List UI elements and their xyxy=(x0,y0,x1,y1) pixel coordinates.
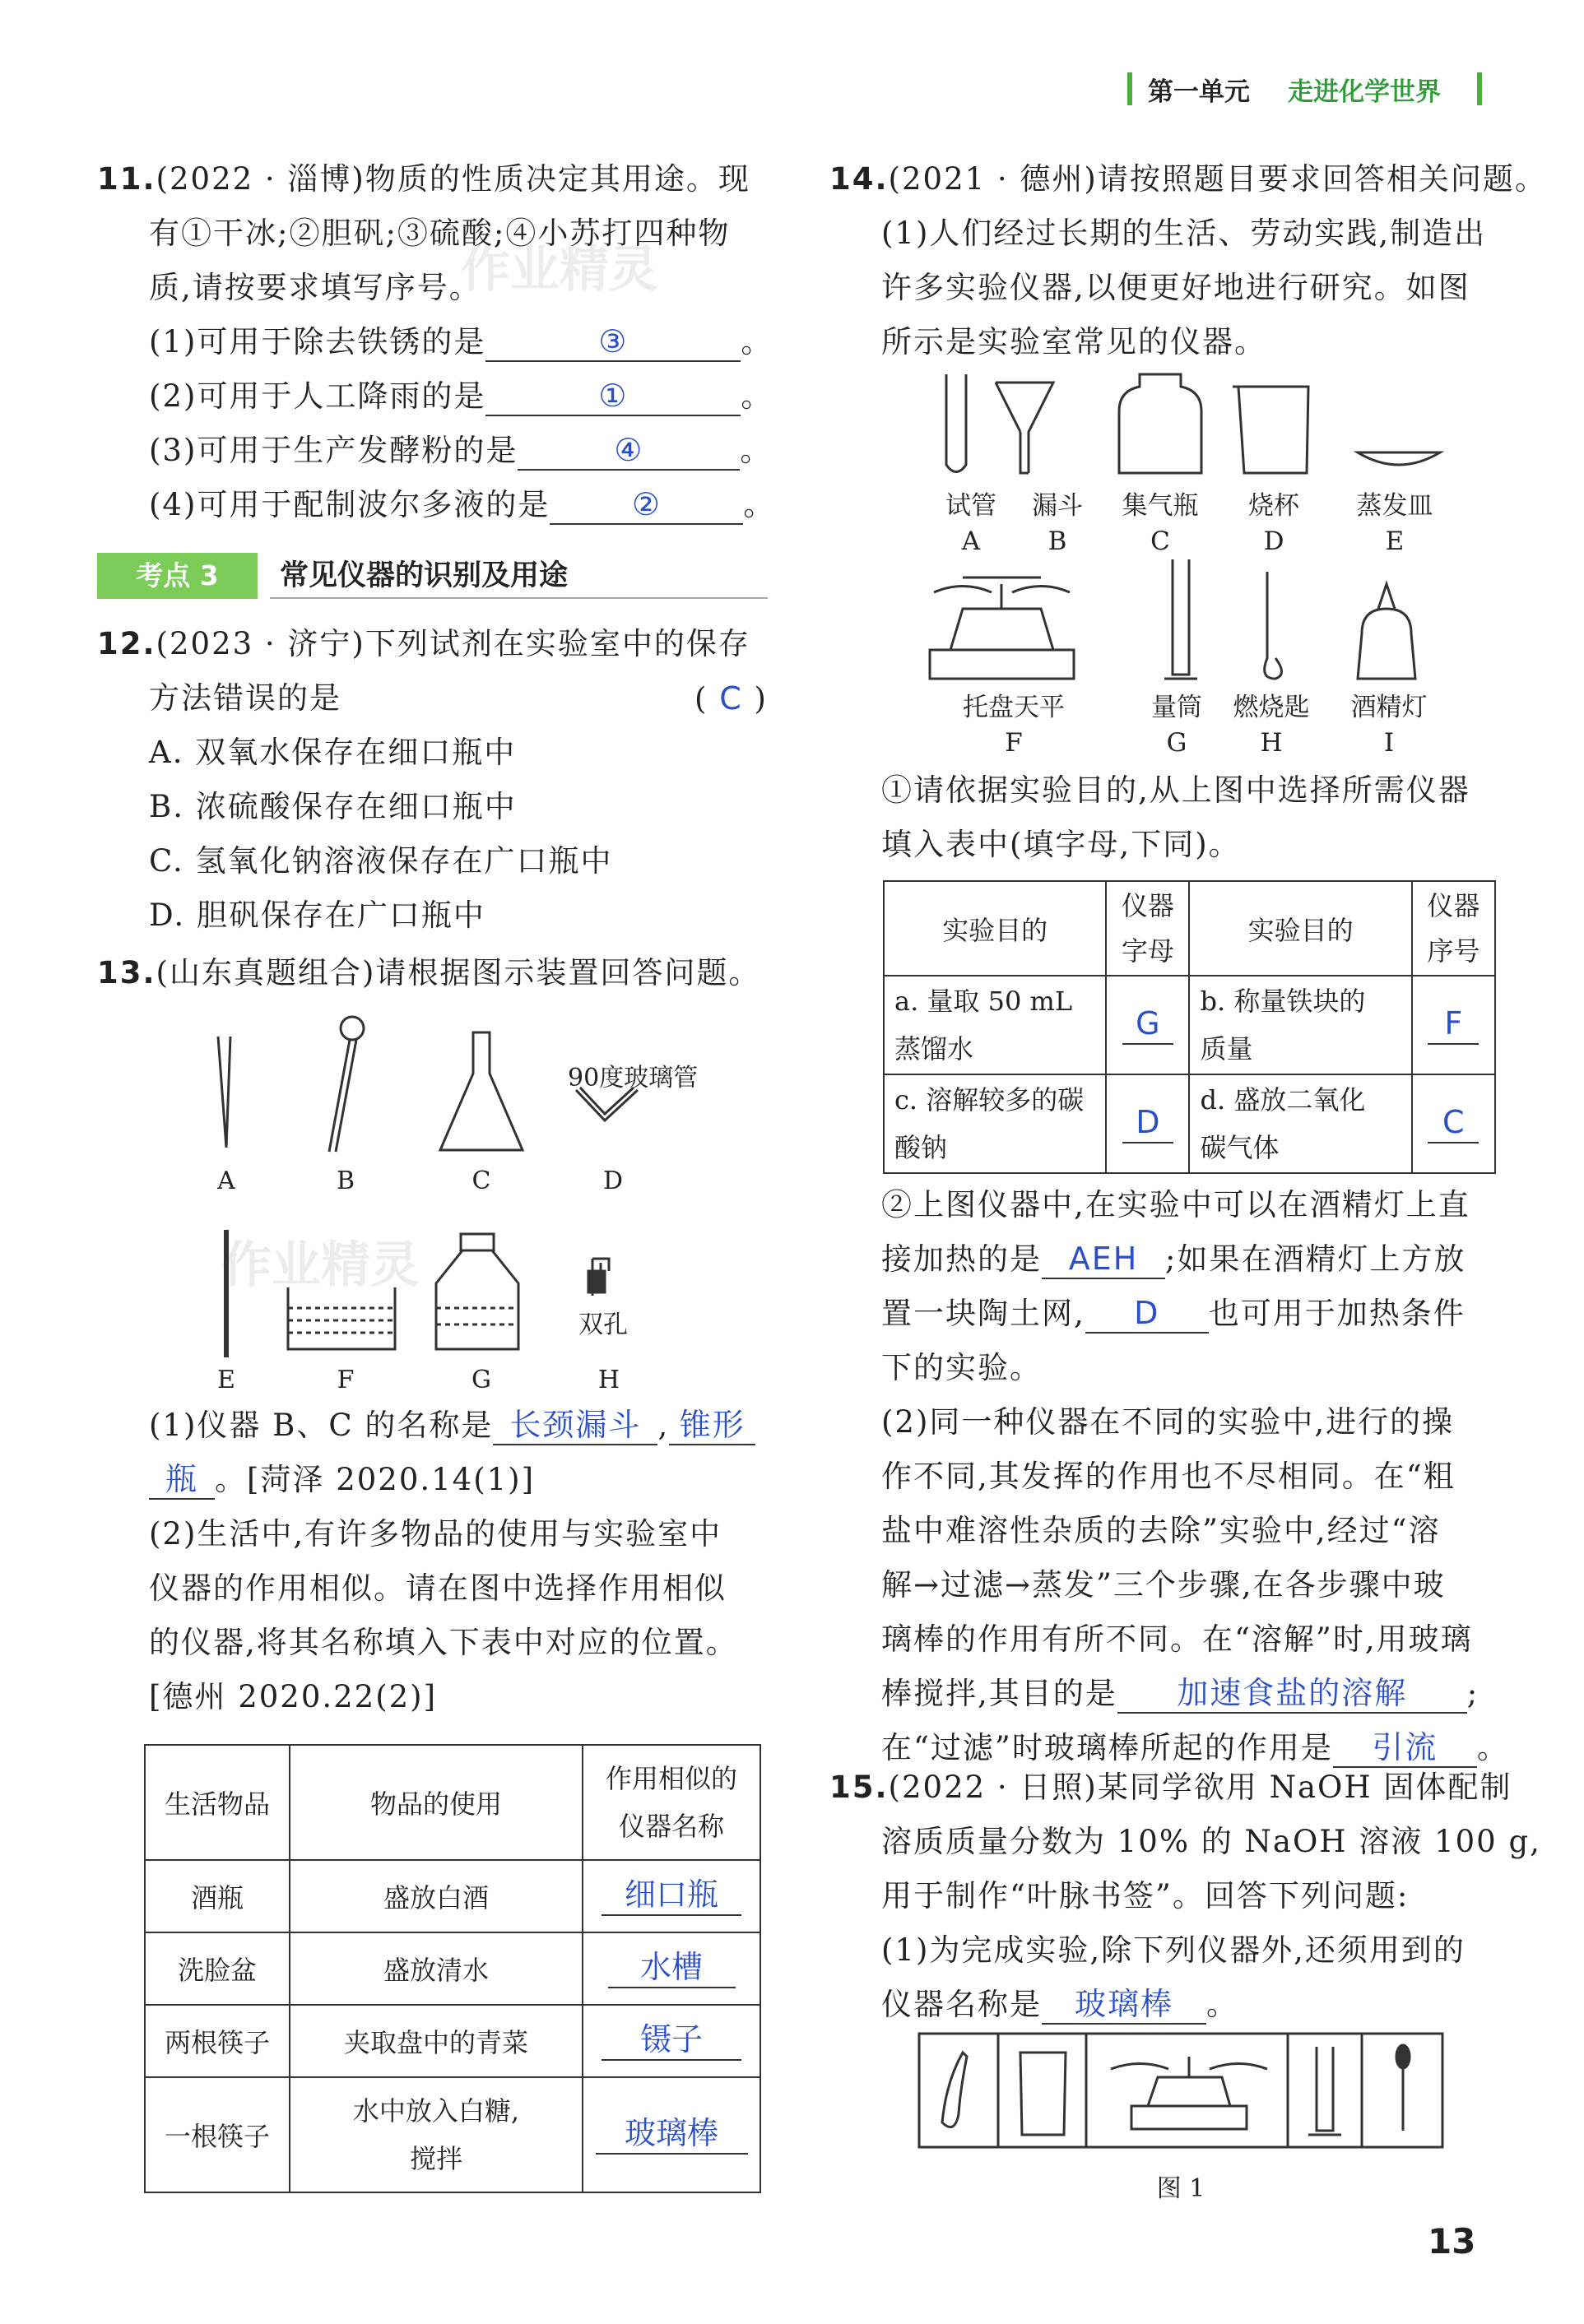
q14-answer-dissolve[interactable]: 加速食盐的溶解 xyxy=(1177,1675,1408,1711)
section-header xyxy=(97,553,768,599)
q14-para: 许多实验仪器,以便更好地进行研究。如图 xyxy=(881,270,1470,305)
q12-stem: (2023 · 济宁)下列试剂在实验室中的保存 xyxy=(156,626,750,661)
long-neck-funnel-icon xyxy=(329,1017,364,1152)
table-row: a. 量取 50 mL 蒸馏水 G b. 称量铁块的 质量 F xyxy=(884,976,1495,1074)
q11-item: (2)可用于人工降雨的是 ① 。 xyxy=(97,369,775,424)
instrument-name: 量筒 xyxy=(1151,693,1202,722)
q12-option-c: C. 氢氧化钠溶液保存在广口瓶中 xyxy=(149,843,613,879)
header-divider-right xyxy=(1477,72,1482,105)
q11-line3: 质,请按要求填写序号。 xyxy=(149,270,481,305)
q14-instruments-figure xyxy=(913,362,1506,765)
hole-label: 双孔 xyxy=(578,1310,628,1339)
header-divider-left xyxy=(1127,72,1132,105)
instrument-letter: H xyxy=(1260,728,1283,758)
test-tube-icon xyxy=(946,374,966,472)
q13-answer-b[interactable]: 长颈漏斗 xyxy=(509,1407,642,1443)
bent-glass-tube-icon xyxy=(576,1088,638,1120)
q15: 15.(2022 · 日照)某同学欲用 NaOH 固体配制 溶质质量分数为 10% 的 NaOH 溶液 100 g, 用于制作“叶脉书签”。回答下列问题: (1)为完成实验,除下列仪器外,还须用到的 仪器名称是 玻璃棒 。 xyxy=(829,1760,1541,2032)
watermark: 作业精灵 xyxy=(461,241,658,299)
fig-label-f: F xyxy=(337,1366,355,1394)
q13-part2-line: 的仪器,将其名称填入下表中对应的位置。 xyxy=(149,1625,738,1660)
instrument-name: 试管 xyxy=(945,491,996,521)
dropper-icon xyxy=(1396,2045,1410,2131)
header-unit: 第一单元 xyxy=(1148,77,1250,107)
reagent-bottle-icon xyxy=(436,1234,518,1349)
q12-number: 12. xyxy=(97,626,156,661)
table-row: c. 溶解较多的碳 酸钠 D d. 盛放二氧化 碳气体 C xyxy=(884,1074,1495,1173)
q12-option-a: A. 双氧水保存在细口瓶中 xyxy=(149,735,517,770)
q11-answer-3[interactable]: ④ xyxy=(614,432,644,468)
table-row: 洗脸盆 盛放清水 水槽 xyxy=(145,1932,760,2005)
q14-table-answer-b[interactable]: F xyxy=(1444,1005,1463,1041)
balance-icon xyxy=(930,578,1074,679)
instrument-letter: D xyxy=(1263,526,1284,556)
q11-answer-4[interactable]: ② xyxy=(631,486,662,522)
instrument-name: 燃烧匙 xyxy=(1233,693,1310,722)
instrument-letter: C xyxy=(1150,526,1170,556)
watermark: 作业精灵 xyxy=(222,1236,420,1294)
evaporating-dish-icon xyxy=(1358,452,1440,465)
table-header: 仪器 序号 xyxy=(1412,881,1495,976)
table-header: 生活物品 xyxy=(145,1745,290,1860)
q11 xyxy=(97,152,775,532)
beaker-icon xyxy=(1020,2053,1066,2135)
fig-label-h: H xyxy=(597,1366,620,1394)
spatula-icon xyxy=(942,2053,967,2127)
two-hole-stopper-icon xyxy=(588,1259,609,1296)
table-header: 物品的使用 xyxy=(290,1745,583,1860)
instrument-letter: G xyxy=(1166,728,1187,758)
table-row: 一根筷子 水中放入白糖, 搅拌 玻璃棒 xyxy=(145,2077,760,2192)
instrument-name: 漏斗 xyxy=(1032,491,1083,521)
header-bar xyxy=(1127,69,1489,110)
table-header: 实验目的 xyxy=(1189,881,1411,976)
q13-part2-line: [德州 2020.22(2)] xyxy=(149,1679,438,1714)
q12-stem-2: 方法错误的是 xyxy=(149,680,341,716)
q13-table xyxy=(144,1744,761,2193)
fig-label-d: D xyxy=(602,1167,624,1195)
fig-label-g: G xyxy=(471,1366,491,1394)
q12-answer[interactable]: C xyxy=(719,680,743,717)
q14-number: 14. xyxy=(829,161,889,197)
q14-table xyxy=(883,880,1496,1174)
q13-part2-line: (2)生活中,有许多物品的使用与实验室中 xyxy=(149,1516,722,1552)
table-row: 两根筷子 夹取盘中的青菜 镊子 xyxy=(145,2005,760,2077)
graduated-cylinder-icon xyxy=(1164,559,1197,679)
graduated-cylinder-icon xyxy=(1308,2047,1341,2135)
section-badge: 考点 3 xyxy=(97,553,258,599)
q11-line2: 有①干冰;②胆矾;③硫酸;④小苏打四种物 xyxy=(149,216,731,251)
q11-line1 xyxy=(97,152,775,206)
instrument-letter: A xyxy=(961,526,981,556)
q13-part1: (1)仪器 B、C 的名称是 长颈漏斗 , 锥形 瓶 。[菏泽 2020.14(1)] (2)生活中,有许多物品的使用与实验室中 仪器的作用相似。请在图中选择作用相似 的仪器,将其名称填入下表中对应的位置。 [德州 2020.22(2)] xyxy=(149,1399,755,1724)
header-title: 走进化学世界 xyxy=(1288,77,1441,107)
q14-part1a: ①请依据实验目的,从上图中选择所需仪器 填入表中(填字母,下同)。 xyxy=(881,772,1470,862)
water-trough-icon xyxy=(288,1287,395,1349)
q15-figure xyxy=(917,2032,1444,2151)
fig-label-a: A xyxy=(217,1167,235,1195)
instrument-name: 集气瓶 xyxy=(1122,491,1199,521)
section-underline xyxy=(270,597,768,599)
deflagrating-spoon-icon xyxy=(1265,572,1282,679)
funnel-icon xyxy=(996,383,1053,473)
q14-intro: 14.(2021 · 德州)请按照题目要求回答相关问题。 (1)人们经过长期的生活、劳动实践,制造出 许多实验仪器,以便更好地进行研究。如图 所示是实验室常见的仪器。 xyxy=(829,152,1547,369)
q14-table-answer-a[interactable]: G xyxy=(1136,1005,1160,1041)
tweezers-icon xyxy=(218,1037,230,1148)
section-title: 常见仪器的识别及用途 xyxy=(280,559,569,592)
q15-number: 15. xyxy=(829,1770,889,1805)
q11-answer-1[interactable]: ③ xyxy=(598,323,629,360)
q13-table-answer-3[interactable]: 镊子 xyxy=(639,2021,703,2057)
q12-answer-bracket: ( C ) xyxy=(694,680,768,717)
q11-item: (4)可用于配制波尔多液的是 ② 。 xyxy=(97,478,775,532)
table-header: 仪器 字母 xyxy=(1106,881,1189,976)
instrument-letter: I xyxy=(1383,728,1395,758)
alcohol-lamp-icon xyxy=(1358,584,1415,679)
gas-jar-icon xyxy=(1119,374,1201,473)
instrument-letter: B xyxy=(1047,526,1067,556)
q12 xyxy=(97,617,768,943)
instrument-name: 托盘天平 xyxy=(963,693,1065,722)
balance-icon xyxy=(1111,2057,1267,2129)
q14-para: 所示是实验室常见的仪器。 xyxy=(881,324,1266,360)
q13-answer-c-2[interactable]: 瓶 xyxy=(165,1461,198,1497)
q13-answer-c[interactable]: 锥形 xyxy=(679,1407,746,1443)
table-header: 实验目的 xyxy=(884,881,1106,976)
beaker-icon xyxy=(1233,387,1308,473)
q12-option-b: B. 浓硫酸保存在细口瓶中 xyxy=(149,789,517,824)
fig-label-b: B xyxy=(336,1167,355,1195)
q13-part2-line: 仪器的作用相似。请在图中选择作用相似 xyxy=(149,1570,727,1606)
table-header: 作用相似的 仪器名称 xyxy=(583,1745,760,1860)
q15-figure-caption: 图 1 xyxy=(1156,2174,1205,2203)
fig-label-c: C xyxy=(471,1167,491,1195)
instrument-letter: E xyxy=(1385,526,1405,556)
q11-item: (1)可用于除去铁锈的是 ③ 。 xyxy=(97,315,775,369)
q14-table-answer-d[interactable]: C xyxy=(1442,1104,1465,1140)
instrument-name: 蒸发皿 xyxy=(1356,491,1433,521)
q11-number: 11. xyxy=(97,161,156,197)
q13-number: 13. xyxy=(97,955,156,990)
q13-stem: 13.(山东真题组合)请根据图示装置回答问题。 xyxy=(97,955,761,990)
q14-answer-mesh[interactable]: D xyxy=(1134,1295,1160,1331)
q13-table-answer-1[interactable]: 细口瓶 xyxy=(624,1876,718,1913)
q13-table-answer-4[interactable]: 玻璃棒 xyxy=(624,2115,718,2151)
instrument-name: 烧杯 xyxy=(1248,491,1299,521)
q14-para: (1)人们经过长期的生活、劳动实践,制造出 xyxy=(881,216,1487,251)
page-number: 13 xyxy=(1428,2221,1476,2261)
q14-table-answer-c[interactable]: D xyxy=(1136,1104,1160,1140)
conical-flask-icon xyxy=(440,1032,523,1150)
q14-answer-filter[interactable]: 引流 xyxy=(1372,1729,1438,1765)
q12-option-d: D. 胆矾保存在广口瓶中 xyxy=(149,898,485,933)
q11-answer-2[interactable]: ① xyxy=(598,378,629,414)
table-row: 酒瓶 盛放白酒 细口瓶 xyxy=(145,1860,760,1932)
fig-label-e: E xyxy=(217,1366,235,1394)
instrument-letter: F xyxy=(1005,728,1023,758)
tube-label: 90度玻璃管 xyxy=(568,1064,699,1092)
q15-answer[interactable]: 玻璃棒 xyxy=(1074,1986,1173,2022)
q14-answer-heat[interactable]: AEH xyxy=(1068,1241,1139,1277)
q14-part1b: ②上图仪器中,在实验中可以在酒精灯上直 接加热的是 AEH ;如果在酒精灯上方放 置一块陶土网, D 也可用于加热条件 下的实验。 (2)同一种仪器在不同的实验中,进行的操 作不同,其发挥的作用也不尽相同。在“粗 盐中难溶性杂质的去除”实验中,经过“溶 解→过滤→蒸发”三个步骤,在各步骤中玻 璃棒的作用有所不同。在“溶解”时,用玻璃 棒搅拌,其目的是 加速食盐的溶解 ; 在“过滤”时玻璃棒所起的作用是 引流 。 xyxy=(881,1178,1509,1775)
q13-table-answer-2[interactable]: 水槽 xyxy=(639,1949,703,1985)
q13-apparatus-figure xyxy=(189,1012,724,1399)
q11-stem: (2022 · 淄博)物质的性质决定其用途。现 xyxy=(156,161,750,197)
instrument-name: 酒精灯 xyxy=(1350,693,1428,722)
q11-item: (3)可用于生产发酵粉的是 ④ 。 xyxy=(97,424,775,478)
